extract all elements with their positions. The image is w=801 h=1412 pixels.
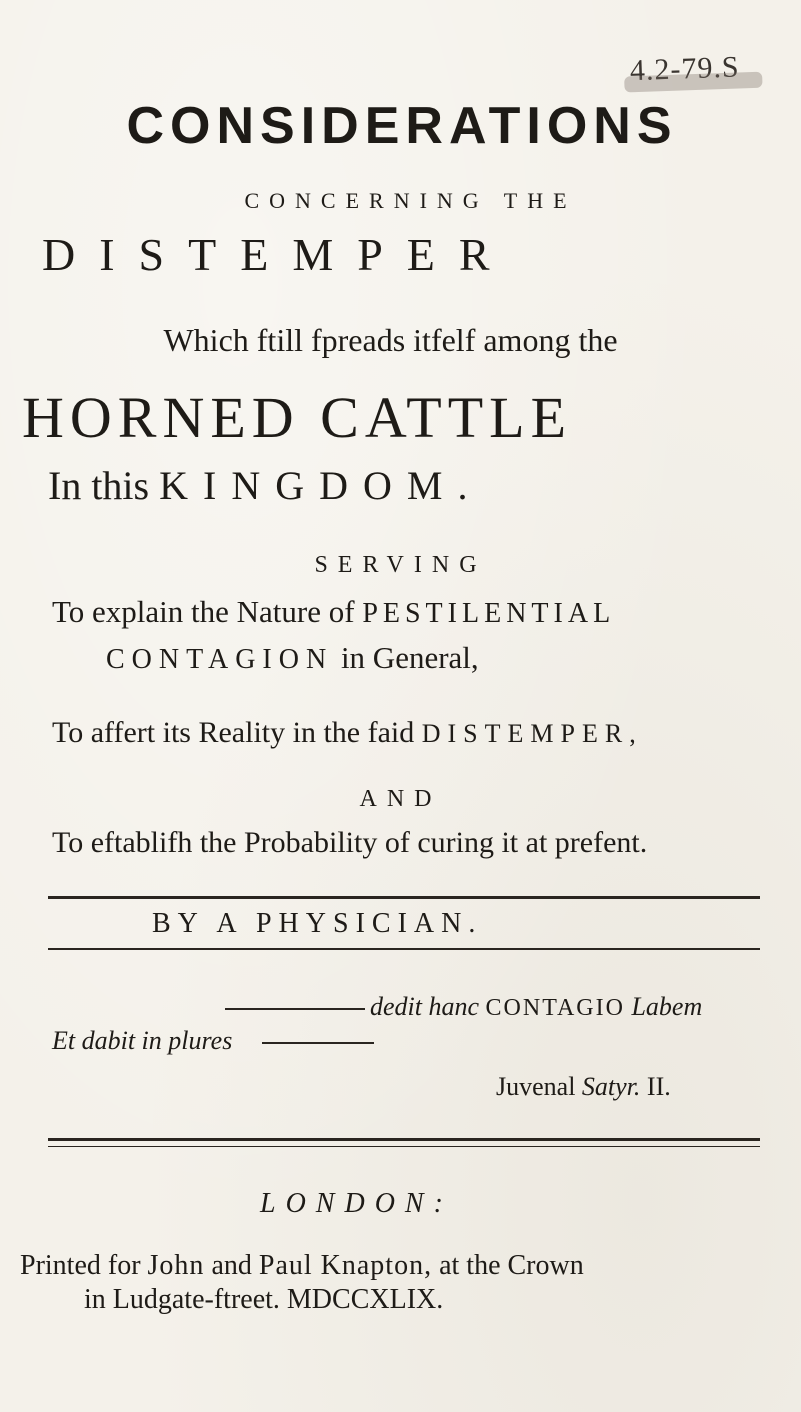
title-distemper: DISTEMPER xyxy=(42,229,514,280)
epigraph-trail-dash xyxy=(262,1042,374,1044)
imprint-printed-line xyxy=(20,1250,800,1282)
epigraph-line-2: Et dabit in plures xyxy=(52,1026,233,1055)
subtitle-establish-line: To eftablifh the Probability of curing it at prefent. xyxy=(52,826,648,859)
imprint-london: LONDON: xyxy=(260,1188,453,1219)
subtitle-serving: SERVING xyxy=(314,552,487,578)
epigraph-number: II. xyxy=(646,1072,671,1101)
contagion-word: CONTAGION xyxy=(106,644,334,675)
kingdom-prefix: In this xyxy=(48,463,150,508)
shelfmark-annotation xyxy=(629,50,760,95)
imprint-year: MDCCXLIX. xyxy=(286,1284,444,1315)
epigraph-satyr: Satyr. xyxy=(581,1072,641,1101)
ink-blot xyxy=(624,72,762,93)
double-rule-bottom xyxy=(48,1146,760,1147)
epigraph-line-1 xyxy=(370,992,790,1022)
author-by-a-physician: BY A PHYSICIAN. xyxy=(152,908,483,939)
title-in-this-kingdom xyxy=(48,462,748,509)
distemper-word: DISTEMPER, xyxy=(421,719,643,748)
contagion-suffix: in General, xyxy=(340,640,479,675)
double-rule-top xyxy=(48,1138,760,1141)
epigraph-contagio: CONTAGIO xyxy=(485,995,625,1021)
title-considerations: CONSIDERATIONS xyxy=(126,97,678,155)
pestilential-word: PESTILENTIAL xyxy=(362,598,616,629)
subtitle-and: AND xyxy=(359,786,442,812)
subtitle-assert-line xyxy=(52,716,772,750)
subtitle-explain-line xyxy=(52,594,772,630)
rule-above-author xyxy=(48,896,760,899)
explain-prefix: To explain the Nature of xyxy=(52,594,355,629)
rule-below-author xyxy=(48,948,760,950)
printer-paul-knapton: Paul Knapton, xyxy=(258,1250,433,1281)
title-which-still-spreads: Which ftill fpreads itfelf among the xyxy=(163,322,618,358)
title-concerning-the: CONCERNING THE xyxy=(244,188,577,213)
shelfmark-text: 4.2-79.S xyxy=(629,50,741,88)
title-horned-cattle: HORNED CATTLE xyxy=(22,385,573,450)
epigraph-lead-dash xyxy=(225,1008,365,1010)
subtitle-contagion-line xyxy=(106,640,706,676)
epigraph-labem: Labem xyxy=(631,992,703,1021)
epigraph-source xyxy=(496,1072,796,1102)
kingdom-word: KINGDOM. xyxy=(159,463,483,508)
printed-suffix: at the Crown xyxy=(439,1250,584,1281)
epigraph-dedit: dedit hanc xyxy=(370,992,480,1021)
epigraph-juvenal: Juvenal xyxy=(496,1072,576,1101)
imprint-address-line xyxy=(84,1284,784,1316)
printed-prefix: Printed for xyxy=(20,1250,141,1281)
printer-john: John xyxy=(147,1250,205,1281)
printer-and: and xyxy=(211,1250,252,1281)
imprint-address: in Ludgate-ftreet. xyxy=(84,1284,280,1315)
assert-prefix: To affert its Reality in the faid xyxy=(52,716,415,749)
